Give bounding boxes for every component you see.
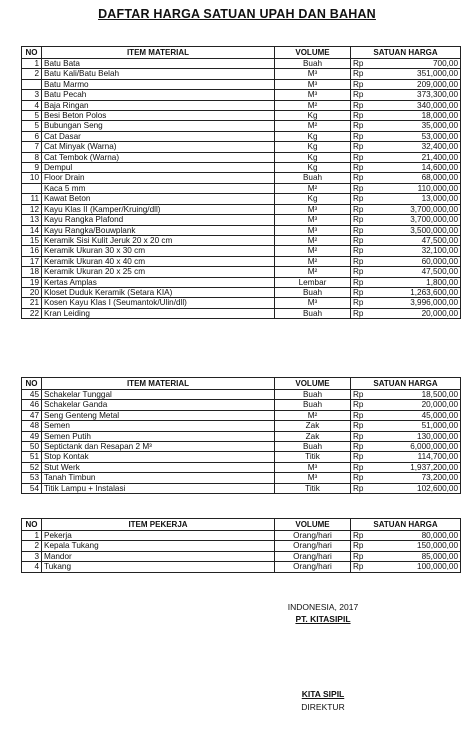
row-number: 8 [22, 152, 42, 162]
item-name: Keramik Ukuran 20 x 25 cm [42, 267, 275, 277]
row-number [22, 79, 42, 89]
item-name: Mandor [42, 551, 275, 561]
currency: Rp [351, 173, 373, 183]
table-row [22, 267, 461, 277]
item-name: Batu Marmo [42, 79, 275, 89]
unit-price: 14,600,00 [373, 163, 461, 173]
row-number: 1 [22, 59, 42, 69]
table-row [22, 131, 461, 141]
item-name: Stop Kontak [42, 452, 275, 462]
currency: Rp [351, 90, 373, 100]
currency: Rp [351, 462, 373, 472]
item-name: Kayu Rangka/Bouwplank [42, 225, 275, 235]
row-number: 14 [22, 225, 42, 235]
volume-unit: M² [275, 410, 351, 420]
table-row [22, 287, 461, 297]
unit-price: 18,000,00 [373, 111, 461, 121]
row-number: 51 [22, 452, 42, 462]
item-name: Dempul [42, 163, 275, 173]
table-row [22, 79, 461, 89]
item-name: Batu Bata [42, 59, 275, 69]
header-no: NO [22, 47, 42, 59]
row-number: 22 [22, 308, 42, 318]
volume-unit: M³ [275, 215, 351, 225]
unit-price: 3,700,000,00 [373, 215, 461, 225]
unit-price: 110,000,00 [373, 183, 461, 193]
table-row [22, 421, 461, 431]
currency: Rp [351, 111, 373, 121]
table-row [22, 277, 461, 287]
unit-price: 373,300,00 [373, 90, 461, 100]
row-number: 49 [22, 431, 42, 441]
item-name: Kawat Beton [42, 194, 275, 204]
item-name: Tukang [42, 562, 275, 572]
currency: Rp [351, 183, 373, 193]
item-name: Keramik Ukuran 30 x 30 cm [42, 246, 275, 256]
unit-price: 700,00 [373, 59, 461, 69]
signature-company: PT. KITASIPIL [295, 614, 351, 624]
currency: Rp [351, 267, 373, 277]
row-number: 19 [22, 277, 42, 287]
worker-table [21, 518, 461, 573]
volume-unit: Buah [275, 390, 351, 400]
item-name: Tanah Timbun [42, 473, 275, 483]
currency: Rp [351, 287, 373, 297]
row-number: 5 [22, 111, 42, 121]
table-row [22, 142, 461, 152]
row-number: 53 [22, 473, 42, 483]
table-header-row [22, 378, 461, 390]
currency: Rp [351, 473, 373, 483]
currency: Rp [351, 100, 373, 110]
item-name: Besi Beton Polos [42, 111, 275, 121]
item-name: Keramik Sisi Kulit Jeruk 20 x 20 cm [42, 235, 275, 245]
volume-unit: Orang/hari [275, 541, 351, 551]
volume-unit: Kg [275, 131, 351, 141]
table-row [22, 256, 461, 266]
volume-unit: M² [275, 121, 351, 131]
row-number: 45 [22, 390, 42, 400]
unit-price: 209,000,00 [373, 79, 461, 89]
item-name: Kaca 5 mm [42, 183, 275, 193]
table-row [22, 235, 461, 245]
currency: Rp [351, 431, 373, 441]
volume-unit: M³ [275, 473, 351, 483]
table-row [22, 483, 461, 493]
table-row [22, 541, 461, 551]
volume-unit: Zak [275, 431, 351, 441]
header-no: NO [22, 378, 42, 390]
header-item-pekerja: ITEM PEKERJA [42, 519, 275, 531]
item-name: Cat Minyak (Warna) [42, 142, 275, 152]
table-row [22, 473, 461, 483]
unit-price: 68,000,00 [373, 173, 461, 183]
row-number: 50 [22, 442, 42, 452]
item-name: Cat Dasar [42, 131, 275, 141]
currency: Rp [351, 121, 373, 131]
unit-price: 340,000,00 [373, 100, 461, 110]
row-number: 4 [22, 562, 42, 572]
item-name: Floor Drain [42, 173, 275, 183]
item-name: Semen [42, 421, 275, 431]
currency: Rp [351, 246, 373, 256]
header-item-material: ITEM MATERIAL [42, 47, 275, 59]
unit-price: 100,000,00 [373, 562, 461, 572]
item-name: Semen Putih [42, 431, 275, 441]
volume-unit: Zak [275, 421, 351, 431]
row-number: 6 [22, 131, 42, 141]
volume-unit: Buah [275, 173, 351, 183]
volume-unit: Kg [275, 152, 351, 162]
currency: Rp [351, 163, 373, 173]
unit-price: 114,700,00 [373, 452, 461, 462]
row-number: 1 [22, 531, 42, 541]
volume-unit: Titik [275, 452, 351, 462]
unit-price: 60,000,00 [373, 256, 461, 266]
currency: Rp [351, 452, 373, 462]
currency: Rp [351, 483, 373, 493]
row-number: 54 [22, 483, 42, 493]
table-row [22, 462, 461, 472]
volume-unit: Kg [275, 142, 351, 152]
table-row [22, 152, 461, 162]
table-row [22, 431, 461, 441]
currency: Rp [351, 215, 373, 225]
table-row [22, 225, 461, 235]
currency: Rp [351, 152, 373, 162]
signature-name: KITA SIPIL [301, 689, 345, 699]
table-row [22, 69, 461, 79]
unit-price: 53,000,00 [373, 131, 461, 141]
row-number: 21 [22, 298, 42, 308]
item-name: Schakelar Tunggal [42, 390, 275, 400]
currency: Rp [351, 400, 373, 410]
item-name: Pekerja [42, 531, 275, 541]
currency: Rp [351, 442, 373, 452]
table-header-row [22, 47, 461, 59]
row-number: 47 [22, 410, 42, 420]
row-number: 15 [22, 235, 42, 245]
item-name: Baja Ringan [42, 100, 275, 110]
table-row [22, 246, 461, 256]
unit-price: 32,400,00 [373, 142, 461, 152]
table-row [22, 531, 461, 541]
item-name: Cat Tembok (Warna) [42, 152, 275, 162]
unit-price: 73,200,00 [373, 473, 461, 483]
volume-unit: Buah [275, 400, 351, 410]
currency: Rp [351, 131, 373, 141]
table-row [22, 90, 461, 100]
page-title: DAFTAR HARGA SATUAN UPAH DAN BAHAN [98, 7, 376, 21]
volume-unit: M³ [275, 462, 351, 472]
currency: Rp [351, 256, 373, 266]
volume-unit: M³ [275, 204, 351, 214]
item-name: Batu Kali/Batu Belah [42, 69, 275, 79]
currency: Rp [351, 204, 373, 214]
unit-price: 20,000,00 [373, 400, 461, 410]
row-number: 52 [22, 462, 42, 472]
unit-price: 1,263,600,00 [373, 287, 461, 297]
unit-price: 32,100,00 [373, 246, 461, 256]
currency: Rp [351, 142, 373, 152]
table-row [22, 410, 461, 420]
table-row [22, 163, 461, 173]
unit-price: 150,000,00 [373, 541, 461, 551]
row-number: 46 [22, 400, 42, 410]
currency: Rp [351, 531, 373, 541]
header-no: NO [22, 519, 42, 531]
unit-price: 351,000,00 [373, 69, 461, 79]
item-name: Kosen Kayu Klas I (Seumantok/Ulin/dll) [42, 298, 275, 308]
table-row [22, 452, 461, 462]
unit-price: 21,400,00 [373, 152, 461, 162]
table-row [22, 100, 461, 110]
row-number: 11 [22, 194, 42, 204]
volume-unit: M³ [275, 69, 351, 79]
currency: Rp [351, 298, 373, 308]
row-number: 17 [22, 256, 42, 266]
row-number: 18 [22, 267, 42, 277]
item-name: Bubungan Seng [42, 121, 275, 131]
item-name: Kayu Rangka Plafond [42, 215, 275, 225]
row-number: 16 [22, 246, 42, 256]
table-row [22, 204, 461, 214]
table-row [22, 173, 461, 183]
unit-price: 130,000,00 [373, 431, 461, 441]
currency: Rp [351, 562, 373, 572]
currency: Rp [351, 235, 373, 245]
unit-price: 3,996,000,00 [373, 298, 461, 308]
unit-price: 3,700,000,00 [373, 204, 461, 214]
table-row [22, 562, 461, 572]
currency: Rp [351, 69, 373, 79]
table-row [22, 308, 461, 318]
unit-price: 47,500,00 [373, 235, 461, 245]
row-number: 2 [22, 69, 42, 79]
table-row [22, 59, 461, 69]
item-name: Keramik Ukuran 40 x 40 cm [42, 256, 275, 266]
item-name: Schakelar Ganda [42, 400, 275, 410]
currency: Rp [351, 308, 373, 318]
signature-place-date: INDONESIA, 2017 [287, 602, 359, 612]
unit-price: 102,600,00 [373, 483, 461, 493]
volume-unit: Kg [275, 111, 351, 121]
unit-price: 6,000,000,00 [373, 442, 461, 452]
unit-price: 1,937,200,00 [373, 462, 461, 472]
table-row [22, 442, 461, 452]
unit-price: 3,500,000,00 [373, 225, 461, 235]
currency: Rp [351, 225, 373, 235]
table-header-row [22, 519, 461, 531]
volume-unit: Titik [275, 483, 351, 493]
volume-unit: M² [275, 246, 351, 256]
volume-unit: M³ [275, 298, 351, 308]
unit-price: 80,000,00 [373, 531, 461, 541]
header-volume: VOLUME [275, 519, 351, 531]
table-row [22, 215, 461, 225]
item-name: Seng Genteng Metal [42, 410, 275, 420]
volume-unit: M² [275, 183, 351, 193]
volume-unit: M² [275, 267, 351, 277]
currency: Rp [351, 59, 373, 69]
volume-unit: Kg [275, 163, 351, 173]
item-name: Kertas Amplas [42, 277, 275, 287]
volume-unit: Orang/hari [275, 531, 351, 541]
table-row [22, 111, 461, 121]
row-number: 12 [22, 204, 42, 214]
material-table-continued [21, 377, 461, 494]
unit-price: 47,500,00 [373, 267, 461, 277]
volume-unit: Orang/hari [275, 551, 351, 561]
table-row [22, 551, 461, 561]
table-row [22, 400, 461, 410]
unit-price: 13,000,00 [373, 194, 461, 204]
currency: Rp [351, 551, 373, 561]
item-name: Batu Pecah [42, 90, 275, 100]
row-number: 13 [22, 215, 42, 225]
unit-price: 51,000,00 [373, 421, 461, 431]
header-satuan-harga: SATUAN HARGA [351, 519, 461, 531]
unit-price: 85,000,00 [373, 551, 461, 561]
volume-unit: M³ [275, 79, 351, 89]
currency: Rp [351, 277, 373, 287]
item-name: Kepala Tukang [42, 541, 275, 551]
item-name: Titik Lampu + Instalasi [42, 483, 275, 493]
material-table [21, 46, 461, 319]
row-number: 4 [22, 100, 42, 110]
currency: Rp [351, 79, 373, 89]
volume-unit: Lembar [275, 277, 351, 287]
volume-unit: M² [275, 100, 351, 110]
header-volume: VOLUME [275, 378, 351, 390]
row-number: 5 [22, 121, 42, 131]
row-number: 9 [22, 163, 42, 173]
currency: Rp [351, 194, 373, 204]
header-volume: VOLUME [275, 47, 351, 59]
item-name: Kran Leiding [42, 308, 275, 318]
volume-unit: Buah [275, 442, 351, 452]
row-number: 3 [22, 551, 42, 561]
volume-unit: Orang/hari [275, 562, 351, 572]
volume-unit: M³ [275, 90, 351, 100]
item-name: Septictank dan Resapan 2 M³ [42, 442, 275, 452]
volume-unit: Buah [275, 59, 351, 69]
unit-price: 45,000,00 [373, 410, 461, 420]
unit-price: 35,000,00 [373, 121, 461, 131]
row-number [22, 183, 42, 193]
row-number: 10 [22, 173, 42, 183]
volume-unit: M² [275, 256, 351, 266]
table-row [22, 298, 461, 308]
item-name: Kayu Klas II (Kamper/Kruing/dll) [42, 204, 275, 214]
volume-unit: M³ [275, 225, 351, 235]
volume-unit: Kg [275, 194, 351, 204]
unit-price: 18,500,00 [373, 390, 461, 400]
table-row [22, 390, 461, 400]
volume-unit: Buah [275, 308, 351, 318]
row-number: 48 [22, 421, 42, 431]
table-row [22, 183, 461, 193]
header-satuan-harga: SATUAN HARGA [351, 47, 461, 59]
header-satuan-harga: SATUAN HARGA [351, 378, 461, 390]
volume-unit: M² [275, 235, 351, 245]
currency: Rp [351, 541, 373, 551]
item-name: Kloset Duduk Keramik (Setara KIA) [42, 287, 275, 297]
currency: Rp [351, 410, 373, 420]
currency: Rp [351, 421, 373, 431]
signature-position: DIREKTUR [301, 702, 345, 712]
row-number: 2 [22, 541, 42, 551]
row-number: 20 [22, 287, 42, 297]
volume-unit: Buah [275, 287, 351, 297]
unit-price: 1,800,00 [373, 277, 461, 287]
currency: Rp [351, 390, 373, 400]
item-name: Stut Werk [42, 462, 275, 472]
header-item-material: ITEM MATERIAL [42, 378, 275, 390]
table-row [22, 194, 461, 204]
unit-price: 20,000,00 [373, 308, 461, 318]
row-number: 7 [22, 142, 42, 152]
row-number: 3 [22, 90, 42, 100]
table-row [22, 121, 461, 131]
